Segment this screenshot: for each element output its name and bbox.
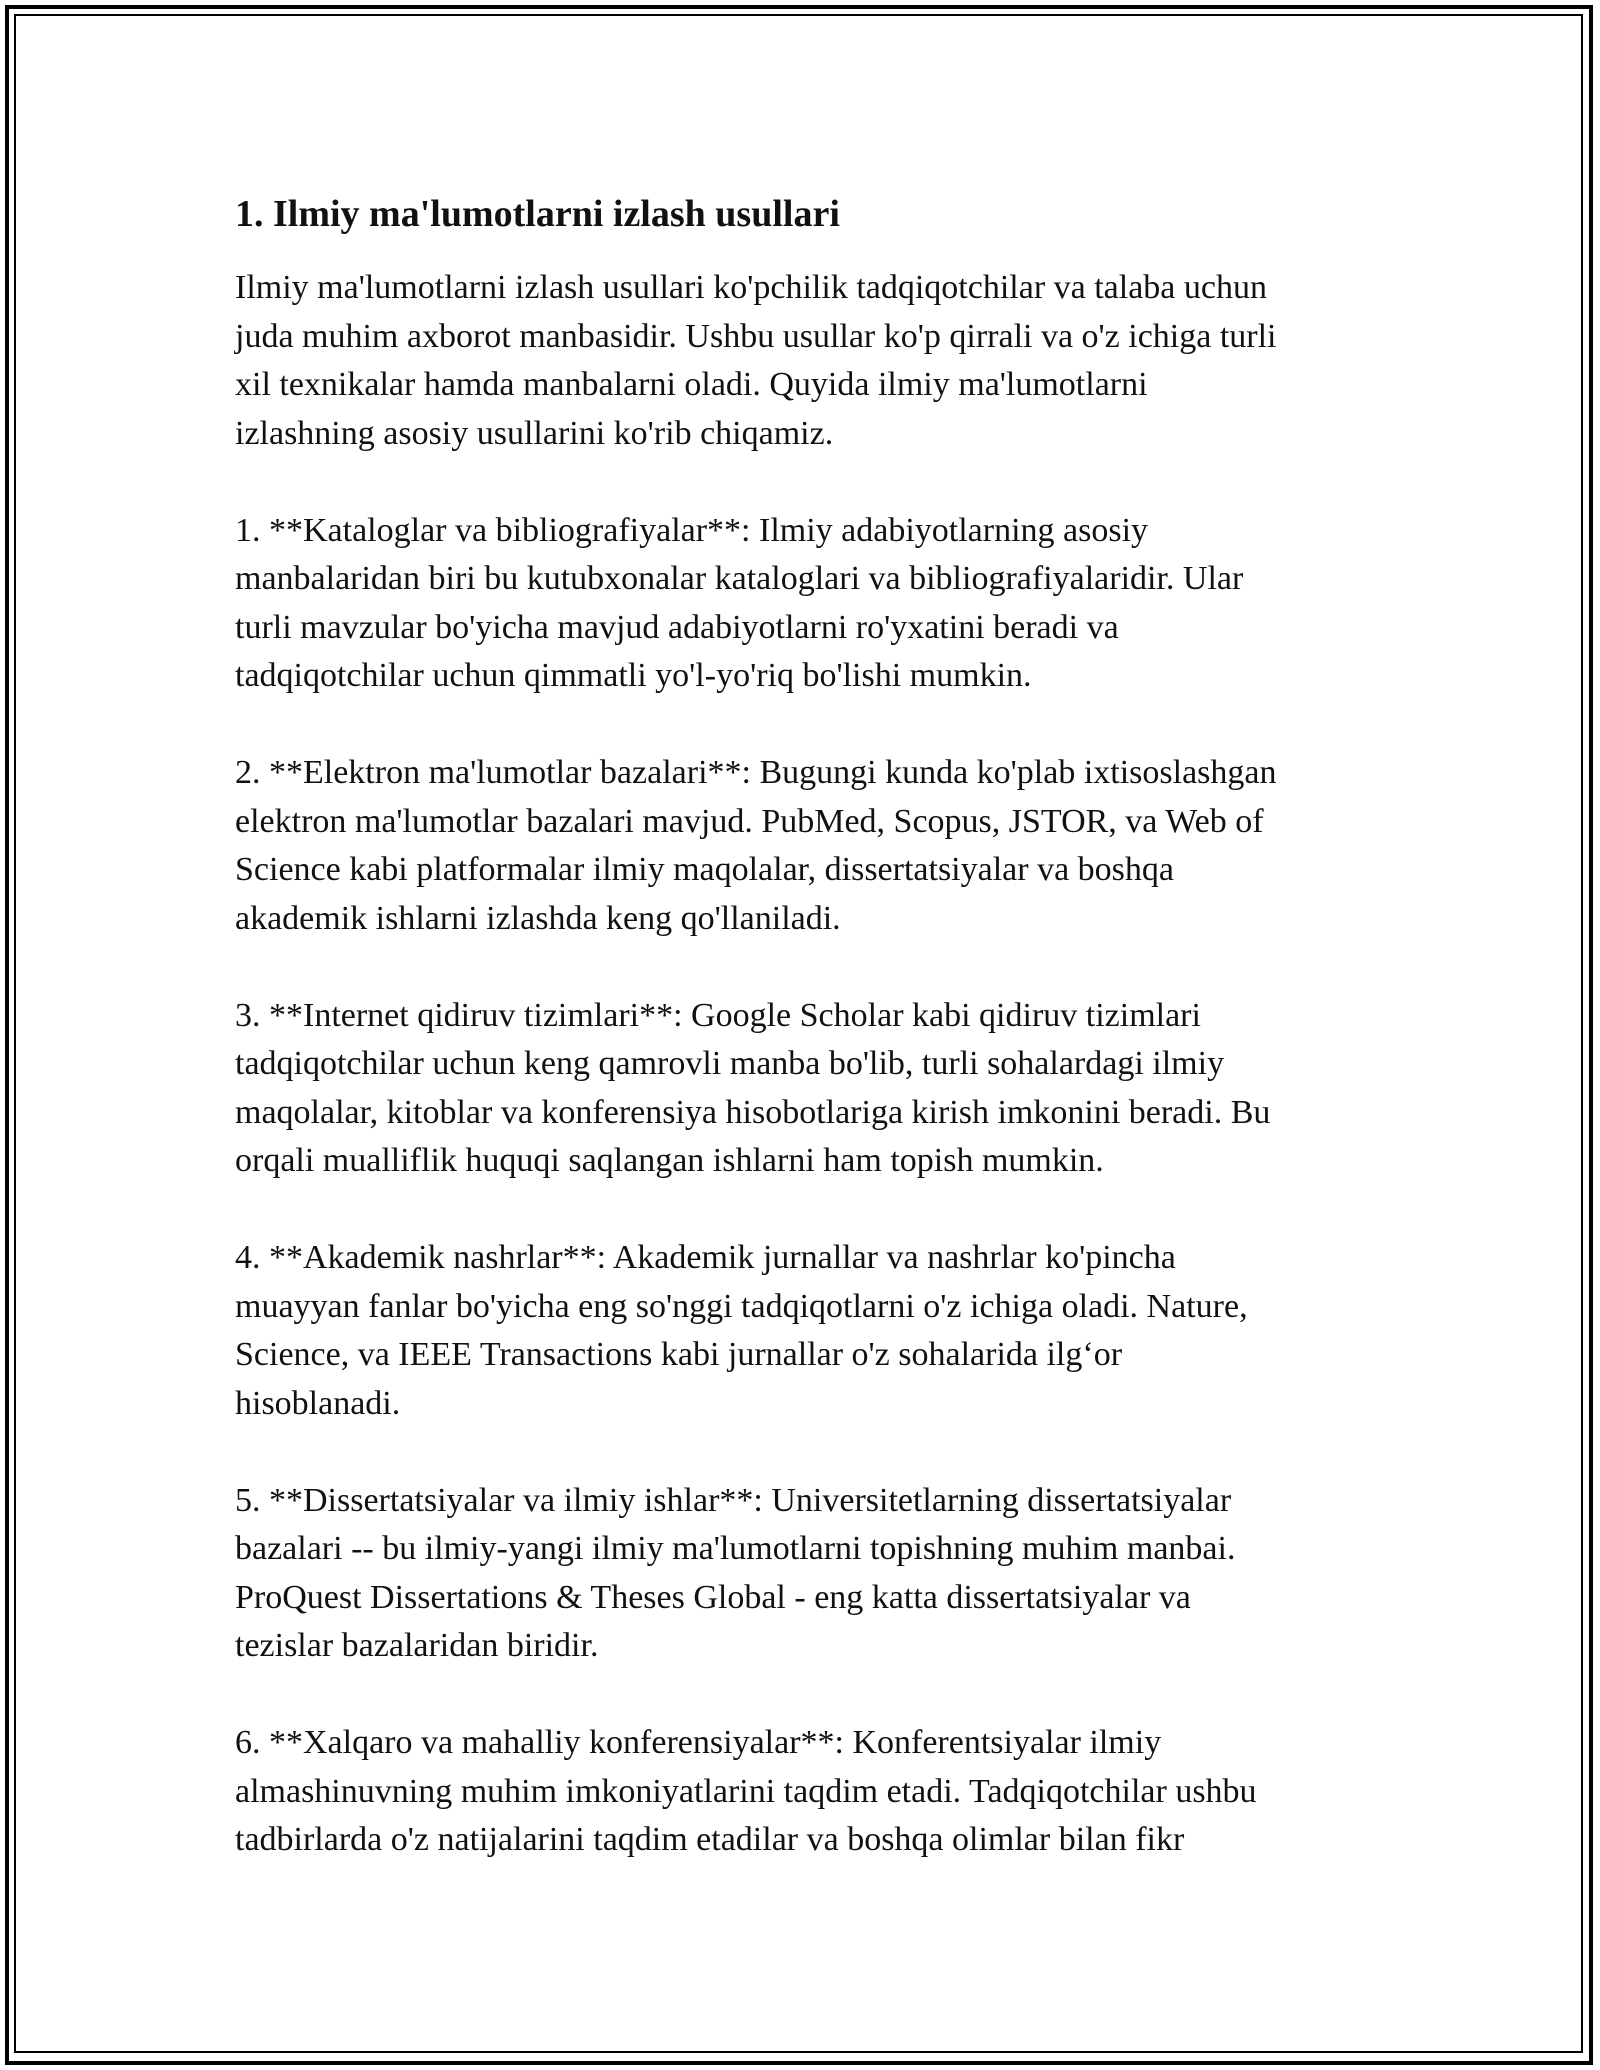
paragraph-line: tadqiqotchilar uchun keng qamrovli manba bo'lib, turli sohalardagi ilmiy — [235, 1045, 1225, 1082]
paragraph-line: 6. **Xalqaro va mahalliy konferensiyalar**: Konferentsiyalar ilmiy — [235, 1724, 1162, 1761]
paragraph-line: 3. **Internet qidiruv tizimlari**: Google Scholar kabi qidiruv tizimlari — [235, 996, 1201, 1034]
paragraph-line: 2. **Elektron ma'lumotlar bazalari**: Bugungi kunda ko'plab ixtisoslashgan — [235, 754, 1277, 791]
paragraph-line: 5. **Dissertatsiyalar va ilmiy ishlar**: Universitetlarning dissertatsiyalar — [235, 1481, 1232, 1519]
paragraph-line: xil texnikalar hamda manbalarni oladi. Quyida ilmiy ma'lumotlarni — [235, 366, 1148, 403]
paragraph-line: Science kabi platformalar ilmiy maqolalar, dissertatsiyalar va boshqa — [235, 851, 1174, 888]
item-conferences-paragraph — [235, 1719, 1375, 1865]
intro-paragraph — [235, 264, 1375, 458]
item-search-engines-paragraph — [235, 992, 1375, 1186]
item-databases-paragraph — [235, 749, 1375, 943]
paragraph-line: almashinuvning muhim imkoniyatlarini taqdim etadi. Tadqiqotchilar ushbu — [235, 1772, 1257, 1810]
paragraph-line: Ilmiy ma'lumotlarni izlash usullari ko'pchilik tadqiqotchilar va talaba uchun — [235, 269, 1267, 306]
paragraph-line: muayyan fanlar bo'yicha eng so'nggi tadqiqotlarni o'z ichiga oladi. Nature, — [235, 1287, 1248, 1325]
paragraph-line: 4. **Akademik nashrlar**: Akademik jurnallar va nashrlar ko'pincha — [235, 1239, 1176, 1276]
paragraph-line: akademik ishlarni izlashda keng qo'llaniladi. — [235, 899, 841, 937]
paragraph-line: elektron ma'lumotlar bazalari mavjud. PubMed, Scopus, JSTOR, va Web of — [235, 802, 1264, 840]
paragraph-line: maqolalar, kitoblar va konferensiya hisobotlariga kirish imkonini beradi. Bu — [235, 1093, 1271, 1131]
paragraph-line: tadqiqotchilar uchun qimmatli yo'l-yo'riq bo'lishi mumkin. — [235, 657, 1032, 694]
paragraph-line: 1. **Kataloglar va bibliografiyalar**: Ilmiy adabiyotlarning asosiy — [235, 511, 1149, 549]
paragraph-line: tadbirlarda o'z natijalarini taqdim etadilar va boshqa olimlar bilan fikr — [235, 1821, 1185, 1858]
paragraph-line: hisoblanadi. — [235, 1384, 401, 1422]
item-dissertations-paragraph — [235, 1477, 1375, 1671]
paragraph-line: bazalari -- bu ilmiy-yangi ilmiy ma'lumotlarni topishning muhim manbai. — [235, 1530, 1236, 1567]
section-heading: 1. Ilmiy ma'lumotlarni izlash usullari — [235, 193, 840, 235]
item-catalogs-paragraph — [235, 507, 1375, 701]
paragraph-line: izlashning asosiy usullarini ko'rib chiqamiz. — [235, 414, 834, 452]
paragraph-line: orqali mualliflik huquqi saqlangan ishlarni ham topish mumkin. — [235, 1142, 1104, 1179]
paragraph-line: tezislar bazalaridan biridir. — [235, 1627, 599, 1664]
paragraph-line: manbalaridan biri bu kutubxonalar kataloglari va bibliografiyalaridir. Ular — [235, 560, 1244, 597]
paragraph-line: ProQuest Dissertations & Theses Global - eng katta dissertatsiyalar va — [235, 1578, 1191, 1616]
paragraph-line: juda muhim axborot manbasidir. Ushbu usullar ko'p qirrali va o'z ichiga turli — [235, 317, 1277, 355]
paragraph-line: Science, va IEEE Transactions kabi jurnallar o'z sohalarida ilg‘or — [235, 1336, 1123, 1373]
paragraph-line: turli mavzular bo'yicha mavjud adabiyotlarni ro'yxatini beradi va — [235, 608, 1119, 646]
item-publications-paragraph — [235, 1234, 1375, 1428]
document-body — [235, 188, 1375, 1913]
